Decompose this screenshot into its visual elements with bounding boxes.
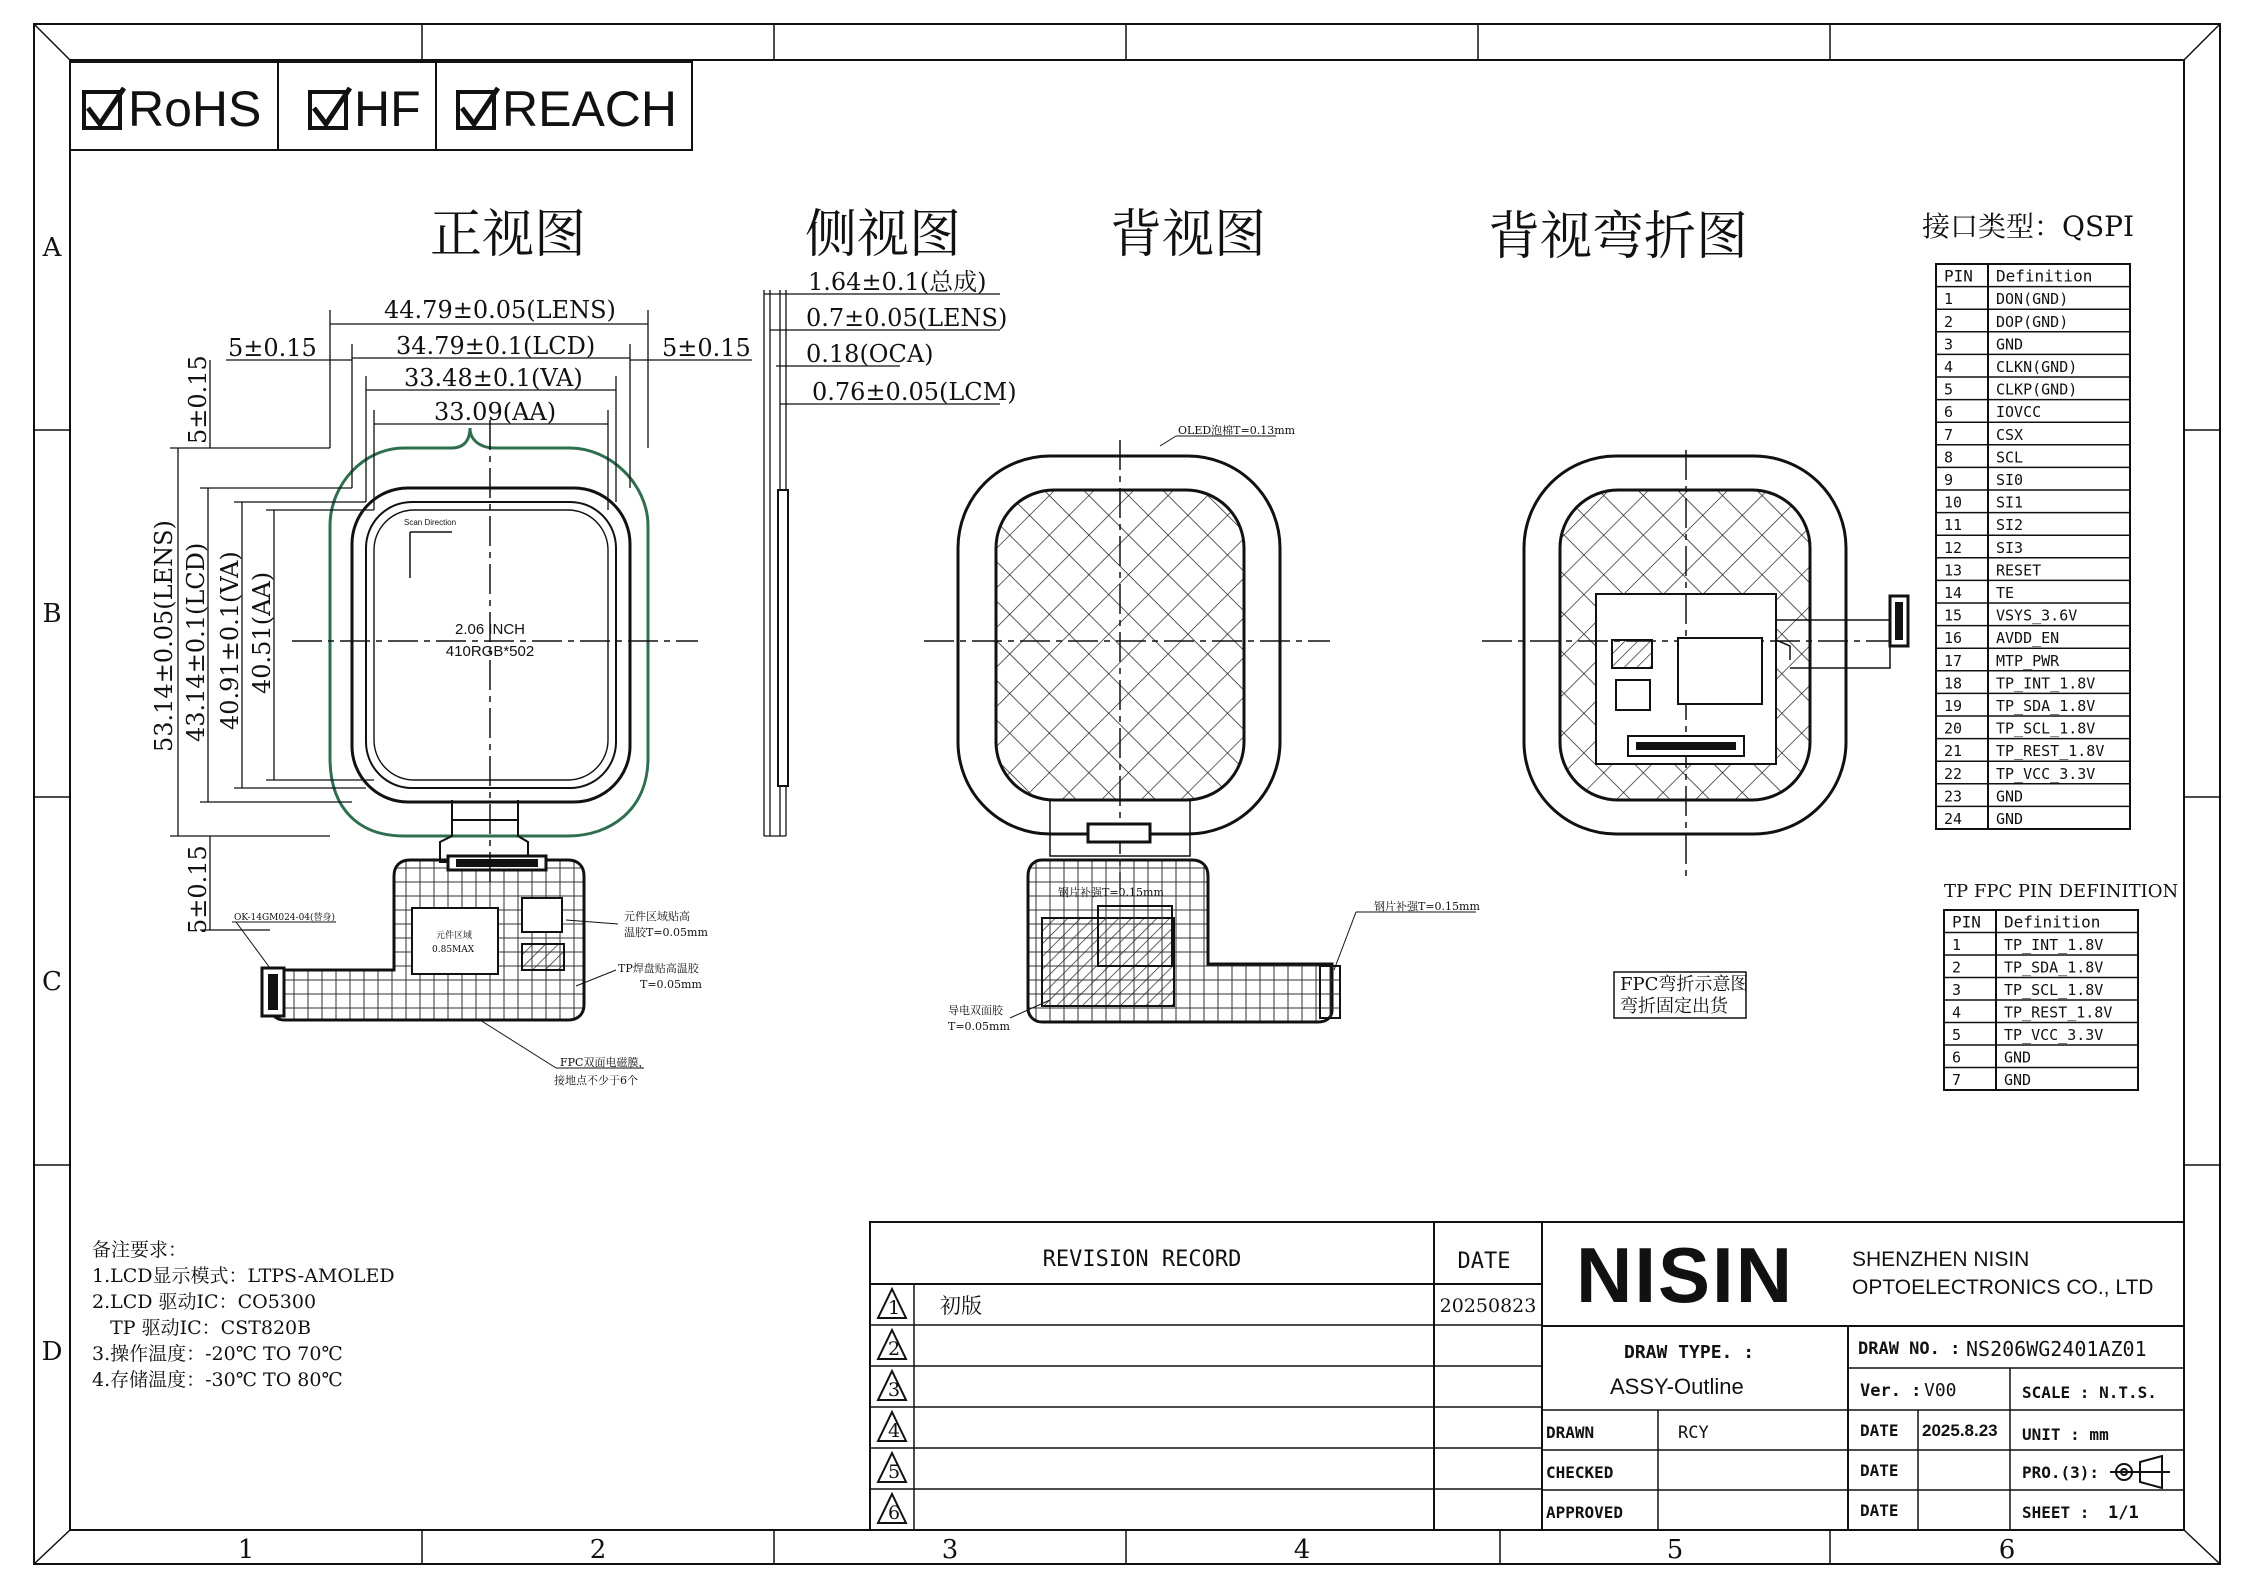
pin-table-row-pin: 6 xyxy=(1944,403,1954,422)
notes-title: 备注要求： xyxy=(92,1239,188,1261)
back-fold-view-title: 背视弯折图 xyxy=(1488,207,1749,267)
pin-table-row-definition: TP_INT_1.8V xyxy=(1996,674,2096,693)
tp-pad-glue-note-1: TP焊盘贴高温胶 xyxy=(618,962,699,975)
pin-table-row-definition: TP_VCC_3.3V xyxy=(1996,764,2096,783)
dim-lcd-height: 43.14±0.1(LCD) xyxy=(182,542,210,742)
pin-table-row-pin: 20 xyxy=(1944,719,1963,738)
badge-label: HF xyxy=(354,81,421,137)
pin-table-row-definition: GND xyxy=(1996,335,2024,354)
version-label: Ver. : xyxy=(1860,1381,1922,1401)
scan-arrow-icon xyxy=(410,532,452,578)
tp-pad-glue-note-2: T=0.05mm xyxy=(640,978,702,991)
back-view xyxy=(924,423,1480,1033)
component-glue-note-2: 温胶T=0.05mm xyxy=(624,926,708,939)
pin-table-row-definition: DON(GND) xyxy=(1996,290,2069,309)
side-oca-thickness: 0.18(OCA) xyxy=(806,340,934,368)
sheet-label: SHEET : xyxy=(2022,1503,2090,1522)
tp-table-row-pin: 6 xyxy=(1952,1048,1962,1067)
compliance-badges xyxy=(70,62,692,150)
dim-aa-height: 40.51(AA) xyxy=(248,571,276,694)
tp-table-row-pin: 4 xyxy=(1952,1003,1962,1022)
side-lens-thickness: 0.7±0.05(LENS) xyxy=(806,304,1008,332)
revision-date-header: DATE xyxy=(1457,1249,1511,1274)
front-view-title: 正视图 xyxy=(430,205,587,265)
draw-type-value: ASSY-Outline xyxy=(1610,1374,1744,1399)
pin-table-row-definition: SI1 xyxy=(1996,493,2024,512)
pin-table-row-definition: MTP_PWR xyxy=(1996,651,2060,670)
pin-table-row-pin: 3 xyxy=(1944,335,1954,354)
badge-label: RoHS xyxy=(128,81,262,137)
tp-table-row-definition: GND xyxy=(2004,1048,2032,1067)
pin-table-row-definition: SI3 xyxy=(1996,538,2024,557)
unit-label: UNIT : mm xyxy=(2022,1425,2109,1444)
fold-note-1: FPC弯折示意图 xyxy=(1620,974,1749,995)
side-total-thickness: 1.64±0.1(总成) xyxy=(808,268,987,296)
pin-table-header-pin: PIN xyxy=(1944,266,1973,286)
conductive-tape-note-2: T=0.05mm xyxy=(948,1020,1010,1033)
draw-no-label: DRAW NO. : xyxy=(1858,1339,1961,1359)
pin-table-row-definition: CLKP(GND) xyxy=(1996,380,2078,399)
side-lcm-thickness: 0.76±0.05(LCM) xyxy=(812,378,1017,406)
pin-table-row-pin: 9 xyxy=(1944,471,1954,489)
pin-definition-table xyxy=(1936,264,2130,829)
fpc-part-label: OK-14GM024-04(替身) xyxy=(234,913,336,923)
revision-description: 初版 xyxy=(940,1294,982,1318)
pin-table-row-definition: RESET xyxy=(1996,561,2042,580)
pin-table-row-definition: SCL xyxy=(1996,448,2024,467)
row-label: C xyxy=(42,967,62,997)
fpc-emi-note-1: FPC双面电磁膜， xyxy=(560,1056,650,1069)
pin-table-row-pin: 2 xyxy=(1944,312,1954,331)
component-max-label: 0.85MAX xyxy=(432,945,475,955)
pin-table-row-pin: 7 xyxy=(1944,425,1954,444)
pin-table-row-pin: 16 xyxy=(1944,629,1963,648)
tp-table-row-pin: 2 xyxy=(1952,958,1962,977)
col-label: 1 xyxy=(237,1535,255,1565)
pin-table-row-definition: TE xyxy=(1996,584,2015,602)
pin-table-row-definition: TP_SCL_1.8V xyxy=(1996,719,2096,738)
pin-table-row-pin: 8 xyxy=(1944,448,1954,467)
checked-label: CHECKED xyxy=(1546,1463,1614,1482)
tp-table-row-definition: TP_REST_1.8V xyxy=(2004,1003,2113,1022)
pin-table-row-pin: 12 xyxy=(1944,538,1963,557)
pin-table-row-definition: GND xyxy=(1996,810,2024,828)
tp-table-row-pin: 7 xyxy=(1952,1071,1962,1089)
tp-pin-definition-table xyxy=(1944,910,2138,1090)
revision-number: 5 xyxy=(887,1461,901,1483)
projection-symbol-icon xyxy=(2110,1456,2170,1488)
notes-block xyxy=(92,1239,395,1391)
dim-va-height: 40.91±0.1(VA) xyxy=(216,551,244,730)
company-logo: NISIN xyxy=(1576,1231,1795,1319)
pin-table-row-pin: 18 xyxy=(1944,674,1963,693)
pin-table-row-pin: 21 xyxy=(1944,742,1963,761)
pin-table-row-definition: DOP(GND) xyxy=(1996,312,2069,331)
pin-table-row-definition: CSX xyxy=(1996,425,2024,444)
pin-table-row-pin: 13 xyxy=(1944,561,1963,580)
fpc-emi-note-2: 接地点不少于6个 xyxy=(554,1074,638,1087)
note-line: 1.LCD显示模式：LTPS-AMOLED xyxy=(92,1265,395,1287)
tp-table-row-definition: TP_SDA_1.8V xyxy=(2004,958,2104,977)
tp-table-row-pin: 1 xyxy=(1952,936,1962,954)
pin-table-row-pin: 19 xyxy=(1944,697,1963,715)
title-block xyxy=(1542,1222,2184,1530)
tp-table-row-definition: GND xyxy=(2004,1071,2032,1089)
tp-table-row-pin: 3 xyxy=(1952,981,1962,999)
note-line: TP 驱动IC：CST820B xyxy=(92,1317,312,1339)
pin-table-row-definition: GND xyxy=(1996,787,2024,806)
pin-table-row-definition: SI2 xyxy=(1996,516,2024,535)
approved-label: APPROVED xyxy=(1546,1503,1624,1522)
interface-type: 接口类型：QSPI xyxy=(1922,210,2135,243)
pin-table-row-definition: TP_REST_1.8V xyxy=(1996,742,2105,761)
pin-table-header-definition: Definition xyxy=(1996,266,2093,286)
tp-table-row-definition: TP_INT_1.8V xyxy=(2004,936,2104,954)
col-label: 5 xyxy=(1666,1535,1684,1565)
tp-table-row-definition: TP_SCL_1.8V xyxy=(2004,981,2104,999)
scan-direction-label: Scan Direction xyxy=(404,518,457,527)
draw-no-value: NS206WG2401AZ01 xyxy=(1966,1337,2147,1361)
tp-table-title: TP FPC PIN DEFINITION xyxy=(1944,881,2179,902)
back-view-title: 背视图 xyxy=(1110,205,1267,265)
pin-table-row-pin: 10 xyxy=(1944,493,1963,512)
row-label: B xyxy=(42,599,62,629)
pin-table-row-definition: TP_SDA_1.8V xyxy=(1996,697,2096,715)
pin-table-row-pin: 4 xyxy=(1944,358,1954,376)
note-line: 3.操作温度：-20℃ TO 70℃ xyxy=(92,1343,343,1365)
component-glue-note-1: 元件区域贴高 xyxy=(624,910,690,923)
dim-lens-height: 53.14±0.05(LENS) xyxy=(150,520,178,752)
revision-number: 1 xyxy=(887,1297,901,1319)
note-line: 4.存储温度：-30℃ TO 80℃ xyxy=(92,1369,343,1391)
front-view xyxy=(150,296,752,1087)
tp-table-row-pin: 5 xyxy=(1952,1026,1962,1044)
revision-number: 6 xyxy=(887,1502,901,1524)
revision-number: 4 xyxy=(887,1420,901,1442)
steel-stiffener-note-2: 钢片补强T=0.15mm xyxy=(1374,900,1480,913)
display-resolution-label: 410RGB*502 xyxy=(445,643,535,660)
col-label: 6 xyxy=(1998,1535,2016,1565)
date-value: 2025.8.23 xyxy=(1922,1421,1998,1440)
revision-date: 20250823 xyxy=(1439,1295,1537,1317)
dim-aa-width: 33.09(AA) xyxy=(434,398,557,426)
revision-number: 2 xyxy=(887,1338,901,1360)
tp-table-header-definition: Definition xyxy=(2004,912,2101,932)
steel-stiffener-note: 钢片补强T=0.15mm xyxy=(1058,886,1164,899)
company-name-2: OPTOELECTRONICS CO., LTD xyxy=(1852,1276,2154,1299)
pin-table-row-pin: 22 xyxy=(1944,764,1963,783)
dim-top-vertical: 5±0.15 xyxy=(184,355,212,444)
dim-margin-left: 5±0.15 xyxy=(228,334,317,362)
reach-badge xyxy=(458,81,677,137)
revision-record xyxy=(870,1222,1542,1530)
row-label: D xyxy=(41,1337,63,1367)
badge-label: REACH xyxy=(502,81,678,137)
side-view xyxy=(764,268,1017,836)
side-view-title: 侧视图 xyxy=(805,205,962,265)
pin-table-row-pin: 14 xyxy=(1944,584,1963,602)
pin-table-row-definition: SI0 xyxy=(1996,471,2024,489)
tp-table-row-definition: TP_VCC_3.3V xyxy=(2004,1026,2104,1044)
pin-table-row-pin: 5 xyxy=(1944,380,1954,399)
note-line: 2.LCD 驱动IC：CO5300 xyxy=(92,1291,317,1313)
dim-margin-right: 5±0.15 xyxy=(662,334,751,362)
pin-table-row-pin: 17 xyxy=(1944,651,1963,670)
company-name-1: SHENZHEN NISIN xyxy=(1852,1248,2030,1271)
date-label: DATE xyxy=(1860,1501,1899,1520)
component-area-label: 元件区域 xyxy=(436,931,473,941)
dim-lens-width: 44.79±0.05(LENS) xyxy=(384,296,616,324)
oled-foam-note: OLED泡棉T=0.13mm xyxy=(1178,424,1296,437)
dim-bottom-vertical: 5±0.15 xyxy=(184,845,212,934)
col-label: 2 xyxy=(589,1535,607,1565)
pin-table-row-pin: 15 xyxy=(1944,606,1963,625)
hf-badge xyxy=(310,81,421,137)
tp-table-header-pin: PIN xyxy=(1952,912,1981,932)
back-fold-view xyxy=(1482,450,1908,1018)
revision-number: 3 xyxy=(887,1379,901,1401)
rohs-badge xyxy=(84,81,261,137)
pin-table-row-pin: 24 xyxy=(1944,810,1963,828)
dim-lcd-width: 34.79±0.1(LCD) xyxy=(396,332,596,360)
scale-label: SCALE : N.T.S. xyxy=(2022,1383,2157,1402)
draw-type-label: DRAW TYPE. : xyxy=(1624,1342,1755,1363)
date-label: DATE xyxy=(1860,1461,1899,1480)
row-label: A xyxy=(42,233,62,263)
pin-table-row-pin: 23 xyxy=(1944,787,1963,806)
fold-note-2: 弯折固定出货 xyxy=(1620,996,1728,1017)
date-label: DATE xyxy=(1860,1421,1899,1440)
pin-table-row-definition: AVDD_EN xyxy=(1996,629,2060,648)
pin-table-row-definition: VSYS_3.6V xyxy=(1996,606,2078,625)
pin-table-row-pin: 11 xyxy=(1944,516,1963,535)
col-label: 3 xyxy=(941,1535,959,1565)
drawn-value: RCY xyxy=(1678,1423,1709,1443)
display-size-label: 2.06 INCH xyxy=(454,621,526,638)
revision-header: REVISION RECORD xyxy=(1042,1247,1242,1272)
projection-label: PRO.(3): xyxy=(2022,1463,2100,1482)
pin-table-row-definition: CLKN(GND) xyxy=(1996,358,2078,376)
version-value: V00 xyxy=(1924,1380,1957,1401)
dim-va-width: 33.48±0.1(VA) xyxy=(404,364,583,392)
drawn-label: DRAWN xyxy=(1546,1423,1595,1442)
pin-table-row-pin: 1 xyxy=(1944,290,1954,309)
conductive-tape-note-1: 导电双面胶 xyxy=(948,1004,1003,1017)
pin-table-row-definition: IOVCC xyxy=(1996,403,2042,422)
sheet-value: 1/1 xyxy=(2108,1503,2139,1523)
col-label: 4 xyxy=(1293,1535,1311,1565)
